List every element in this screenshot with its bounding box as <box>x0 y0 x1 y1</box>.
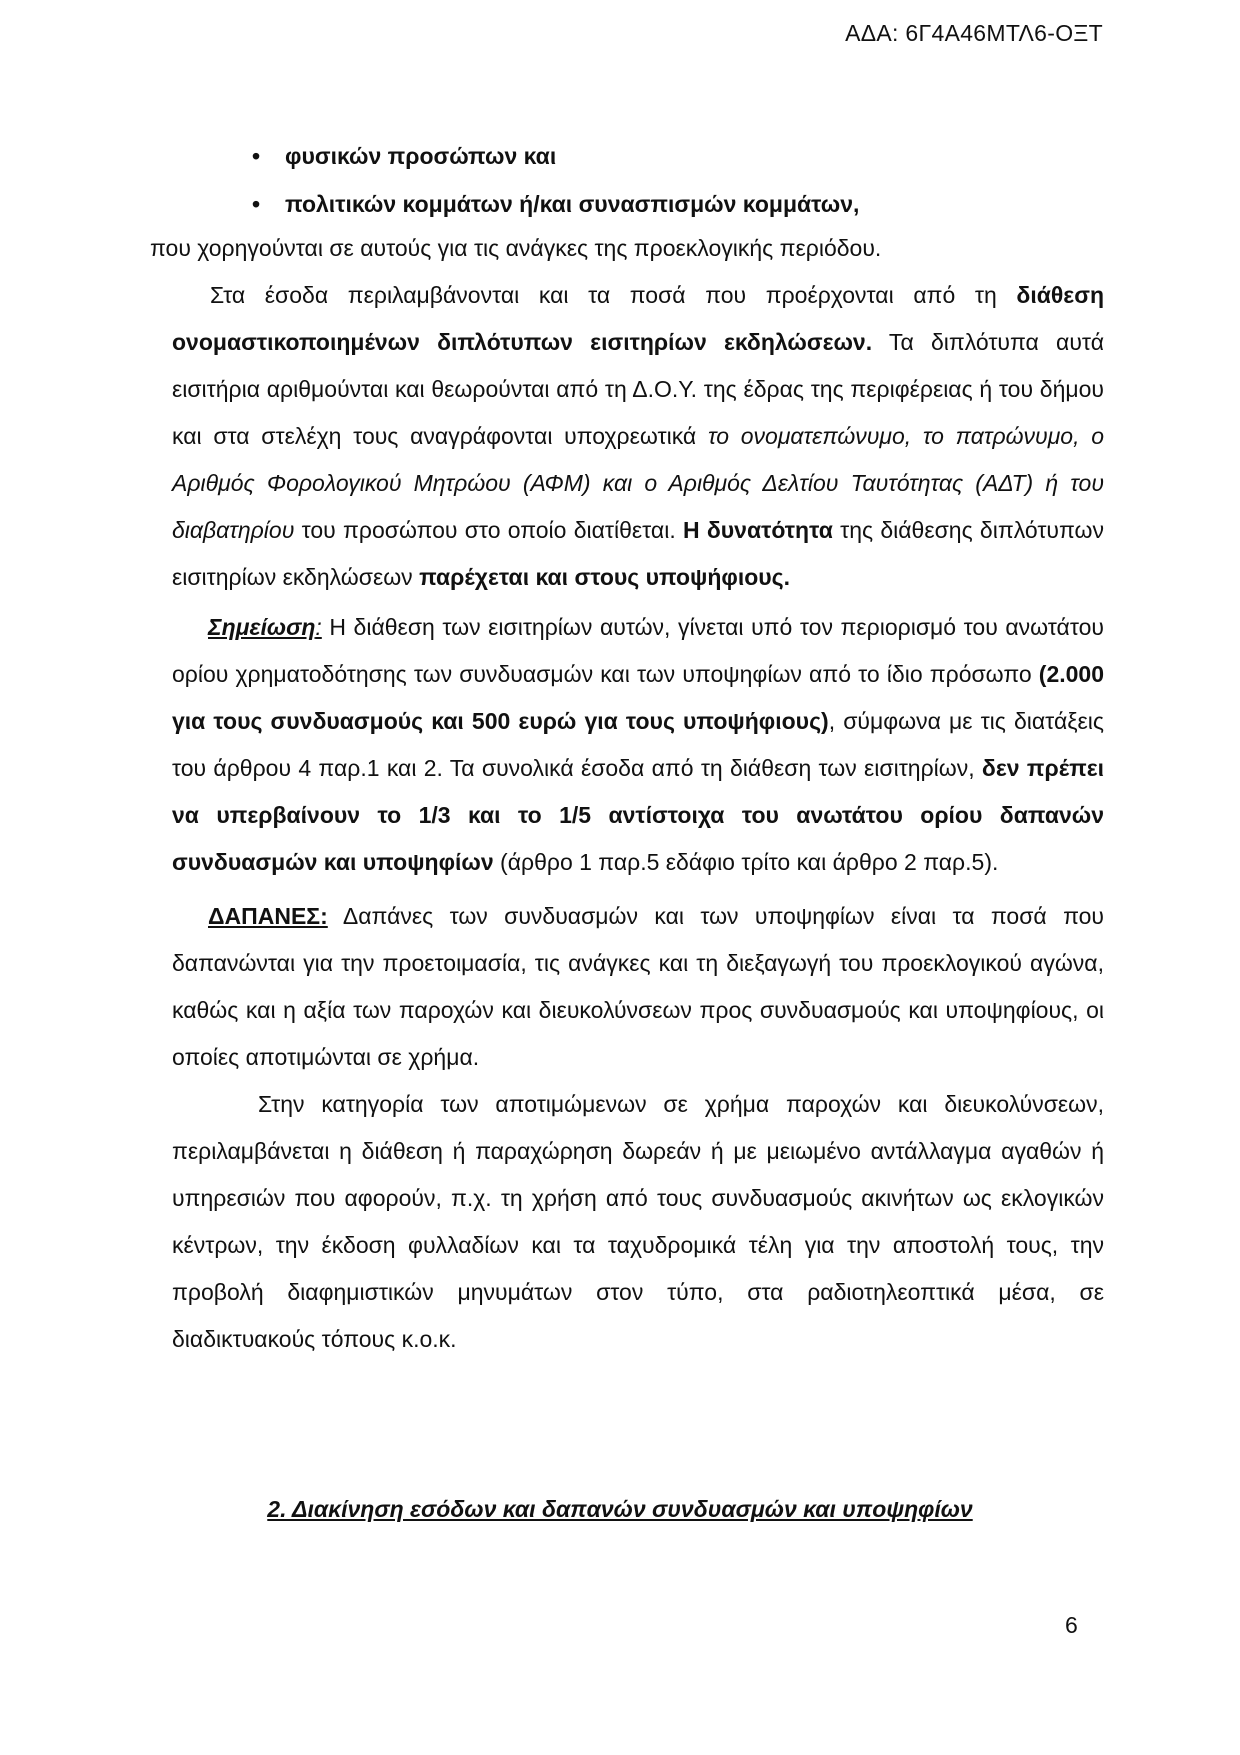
ada-code: ΑΔΑ: 6Γ4Α46ΜΤΛ6-ΟΞΤ <box>845 20 1103 46</box>
note-colon: : <box>315 614 322 640</box>
note-label: Σημείωση <box>208 614 316 640</box>
text-run: του προσώπου στο οποίο διατίθεται. <box>294 517 683 543</box>
bullet-item: • πολιτικών κομμάτων ή/και συνασπισμών κομμάτων, <box>172 180 1104 228</box>
bullet-item: • φυσικών προσώπων και <box>172 132 1104 180</box>
expenses-label: ΔΑΠΑΝΕΣ: <box>208 903 328 929</box>
bullet-list <box>172 132 1104 228</box>
bullets-continuation: που χορηγούνται σε αυτούς για τις ανάγκες της προεκλογικής περιόδου. <box>150 235 882 261</box>
section-heading: 2. Διακίνηση εσόδων και δαπανών συνδυασμών και υποψηφίων <box>267 1496 973 1522</box>
text-run: Η διάθεση των εισιτηρίων αυτών, γίνεται υπό τον περιορισμό του ανωτάτου ορίου χρηματοδότησης των συνδυασμών και των υποψηφίων από το ίδιο πρόσωπο <box>172 614 1104 687</box>
text-run: Στα έσοδα περιλαμβάνονται και τα ποσά που προέρχονται από τη <box>210 282 1017 308</box>
bold-run: διάθεση ονομαστικοποιημένων διπλότυπων εισιτηρίων εκδηλώσεων. <box>172 282 1104 355</box>
bold-run: δεν πρέπει να υπερβαίνουν το 1/3 και το 1/5 αντίστοιχα του ανωτάτου ορίου δαπανών συνδυασμών και υποψηφίων <box>172 755 1104 875</box>
bold-run: Η δυνατότητα <box>682 517 833 543</box>
text-run: της διάθεσης διπλότυπων εισιτηρίων εκδηλώσεων <box>172 517 1104 590</box>
document-body <box>150 132 1104 1363</box>
text-run: Τα διπλότυπα αυτά εισιτήρια αριθμούνται και θεωρούνται από τη Δ.Ο.Υ. της έδρας της περιφέρειας ή του δήμου και στα στελέχη τους αναγράφονται υποχρεωτικά <box>172 329 1104 449</box>
page-number: 6 <box>1065 1612 1078 1638</box>
text-run: Δαπάνες των συνδυασμών και των υποψηφίων είναι τα ποσά που δαπανώνται για την προετοιμασία, τις ανάγκες και τη διεξαγωγή του προεκλογικού αγώνα, καθώς και η αξία των παροχών και διευκολύνσεων προς συνδυασμούς και υποψηφίους, οι οποίες αποτιμώνται σε χρήμα. <box>172 903 1104 1070</box>
bold-run: (2.000 για τους συνδυασμούς και 500 ευρώ για τους υποψήφιους) <box>172 661 1104 734</box>
paragraph-note <box>172 604 1104 886</box>
paragraph-income-tickets <box>172 272 1104 601</box>
paragraph-expenses <box>172 893 1104 1081</box>
bold-run: παρέχεται και στους υποψήφιους. <box>419 564 791 590</box>
text-run: (άρθρο 1 παρ.5 εδάφιο τρίτο και άρθρο 2 παρ.5). <box>493 849 999 875</box>
paragraph-in-kind: Στην κατηγορία των αποτιμώμενων σε χρήμα παροχών και διευκολύνσεων, περιλαμβάνεται η διάθεση ή παραχώρηση δωρεάν ή με μειωμένο αντάλλαγμα αγαθών ή υπηρεσιών που αφορούν, π.χ. τη χρήση από τους συνδυασμούς ακινήτων ως εκλογικών κέντρων, την έκδοση φυλλαδίων και τα ταχυδρομικά τέλη για την αποστολή τους, την προβολή διαφημιστικών μηνυμάτων στον τύπο, στα ραδιοτηλεοπτικά μέσα, σε διαδικτυακούς τόπους κ.ο.κ. <box>172 1091 1104 1352</box>
italic-run: το ονοματεπώνυμο, το πατρώνυμο, ο Αριθμός Φορολογικού Μητρώου (ΑΦΜ) και ο Αριθμός Δελτίου Ταυτότητας (ΑΔΤ) ή του διαβατηρίου <box>172 423 1104 543</box>
text-run: , σύμφωνα με τις διατάξεις του άρθρου 4 παρ.1 και 2. Τα συνολικά έσοδα από τη διάθεση των εισιτηρίων, <box>172 708 1104 781</box>
